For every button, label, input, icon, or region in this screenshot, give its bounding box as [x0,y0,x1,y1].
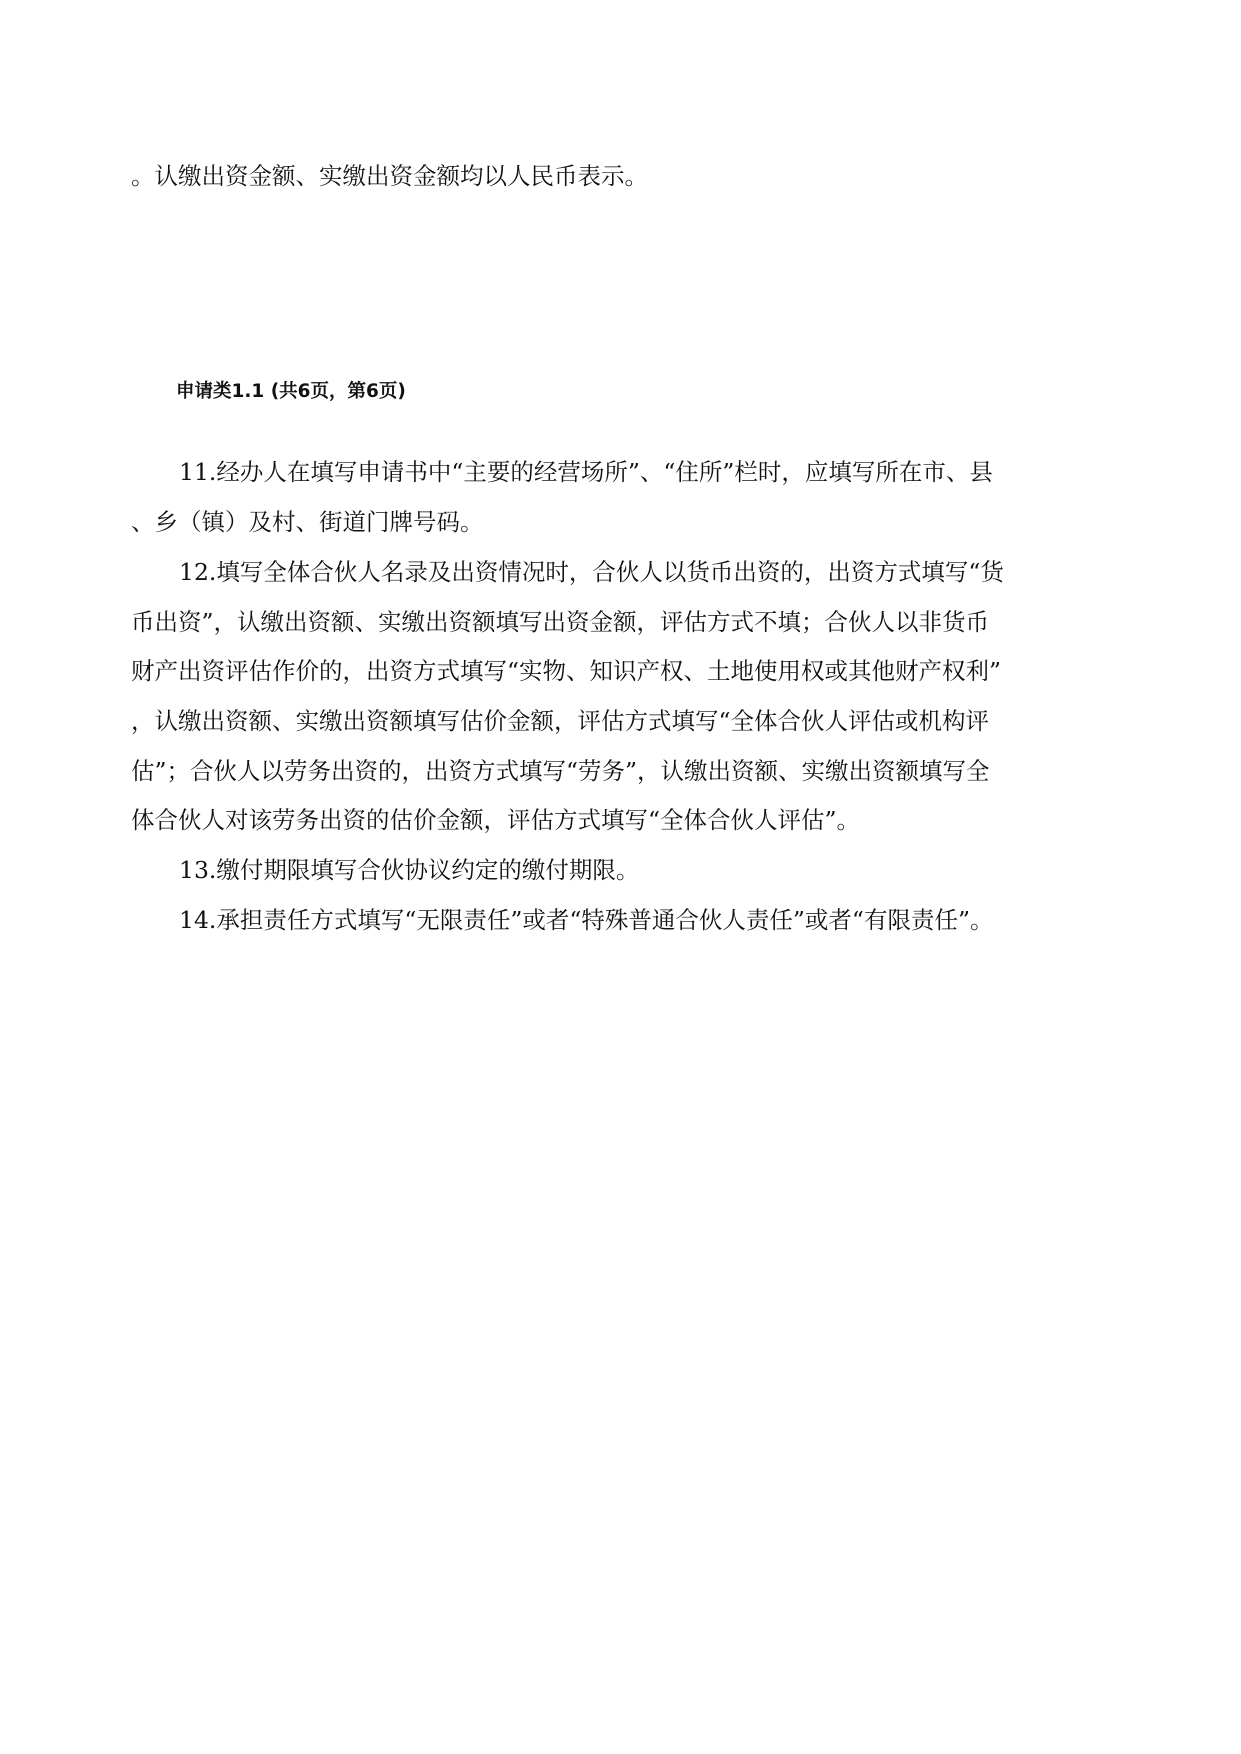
item-11-line-2: 、乡（镇）及村、街道门牌号码。 [131,508,484,536]
item-13-line-1: 13.缴付期限填写合伙协议约定的缴付期限。 [179,856,640,884]
item-12-line-4: ，认缴出资额、实缴出资额填写估价金额，评估方式填写“全体合伙人评估或机构评 [131,707,990,735]
item-12-line-3: 财产出资评估作价的，出资方式填写“实物、知识产权、土地使用权或其他财产权利” [131,657,1002,685]
item-12-line-5: 估”；合伙人以劳务出资的，出资方式填写“劳务”，认缴出资额、实缴出资额填写全 [131,757,990,785]
continuation-text: 。认缴出资金额、实缴出资金额均以人民币表示。 [131,162,648,190]
item-12-line-2: 币出资”，认缴出资额、实缴出资额填写出资金额，评估方式不填；合伙人以非货币 [131,608,990,636]
form-page-header: 申请类1.1 (共6页，第6页) [176,381,406,402]
item-14-line-1: 14.承担责任方式填写“无限责任”或者“特殊普通合伙人责任”或者“有限责任”。 [179,906,994,934]
item-12-line-6: 体合伙人对该劳务出资的估价金额，评估方式填写“全体合伙人评估”。 [131,806,861,834]
item-11-line-1: 11.经办人在填写申请书中“主要的经营场所”、“住所”栏时，应填写所在市、县 [179,458,993,486]
item-12-line-1: 12.填写全体合伙人名录及出资情况时，合伙人以货币出资的，出资方式填写“货 [179,558,1004,586]
